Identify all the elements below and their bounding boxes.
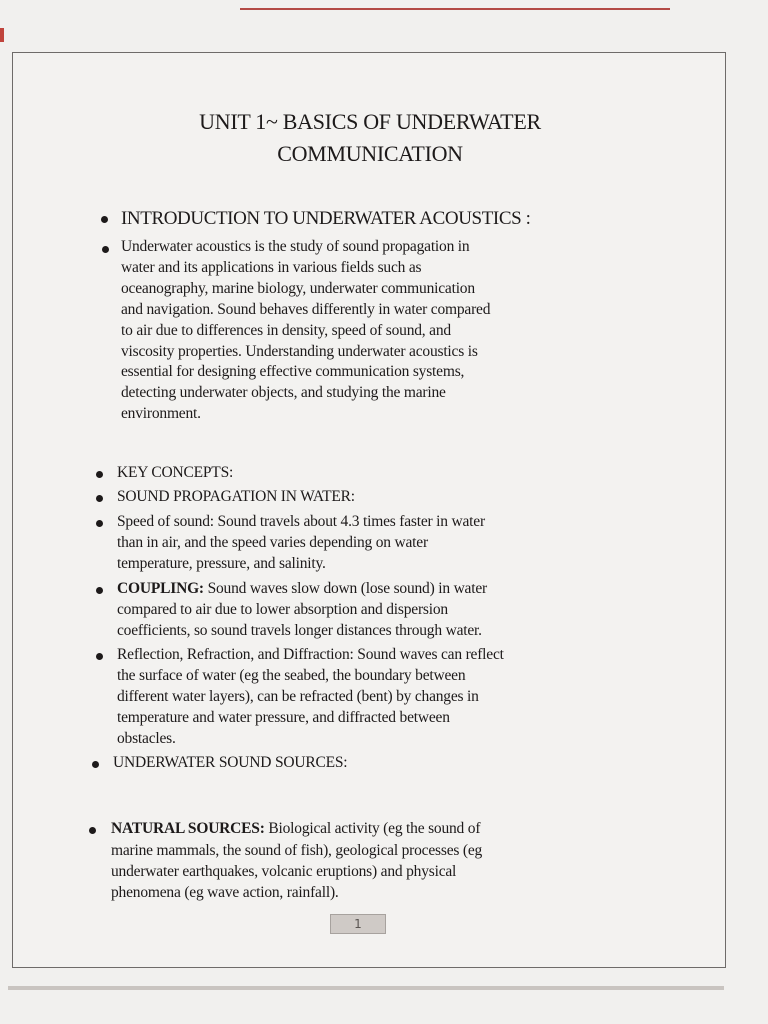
bullet-icon xyxy=(96,520,103,527)
speed-line: Speed of sound: Sound travels about 4.3 times faster in water xyxy=(117,513,485,530)
natural-line: Biological activity (eg the sound of xyxy=(264,820,481,837)
natural-line: phenomena (eg wave action, rainfall). xyxy=(111,884,339,901)
page-title xyxy=(110,106,630,170)
speed-line: temperature, pressure, and salinity. xyxy=(117,555,326,572)
top-decorative-rule xyxy=(240,8,670,10)
title-line-1: UNIT 1~ BASICS OF UNDERWATER xyxy=(199,109,541,134)
page-number: 1 xyxy=(330,914,386,934)
natural-line: underwater earthquakes, volcanic eruptions) and physical xyxy=(111,863,457,880)
bullet-icon xyxy=(101,216,108,223)
coupling-label: COUPLING: xyxy=(117,580,204,597)
natural-line: marine mammals, the sound of fish), geological processes (eg xyxy=(111,842,483,859)
intro-line: water and its applications in various fields such as xyxy=(121,259,422,276)
reflection-line: the surface of water (eg the seabed, the boundary between xyxy=(117,667,466,684)
sound-propagation-heading: SOUND PROPAGATION IN WATER: xyxy=(117,488,355,505)
left-edge-mark xyxy=(0,28,4,42)
bottom-edge-shadow xyxy=(8,986,724,990)
coupling-line: Sound waves slow down (lose sound) in water xyxy=(203,580,487,597)
natural-sources-label: NATURAL SOURCES: xyxy=(111,820,265,837)
title-line-2: COMMUNICATION xyxy=(277,141,463,166)
coupling-first-line xyxy=(117,579,487,600)
bullet-icon xyxy=(96,471,103,478)
intro-line: environment. xyxy=(121,405,201,422)
bullet-icon xyxy=(96,587,103,594)
intro-line: oceanography, marine biology, underwater communication xyxy=(121,280,475,297)
bullet-icon xyxy=(96,495,103,502)
intro-line: viscosity properties. Understanding underwater acoustics is xyxy=(121,343,478,360)
intro-line: essential for designing effective communication systems, xyxy=(121,363,465,380)
bullet-icon xyxy=(89,827,96,834)
coupling-line: coefficients, so sound travels longer distances through water. xyxy=(117,622,482,639)
intro-line: Underwater acoustics is the study of sound propagation in xyxy=(121,238,470,255)
intro-line: and navigation. Sound behaves differently in water compared xyxy=(121,301,491,318)
reflection-line: temperature and water pressure, and diffracted between xyxy=(117,709,450,726)
sound-sources-heading: UNDERWATER SOUND SOURCES: xyxy=(113,754,348,771)
reflection-line: obstacles. xyxy=(117,730,176,747)
intro-line: to air due to differences in density, speed of sound, and xyxy=(121,322,451,339)
reflection-line: different water layers), can be refracted (bent) by changes in xyxy=(117,688,479,705)
bullet-icon xyxy=(96,653,103,660)
key-concepts-heading: KEY CONCEPTS: xyxy=(117,464,234,481)
coupling-line: compared to air due to lower absorption and dispersion xyxy=(117,601,448,618)
bullet-icon xyxy=(92,761,99,768)
bullet-icon xyxy=(102,246,109,253)
speed-line: than in air, and the speed varies depending on water xyxy=(117,534,428,551)
intro-line: detecting underwater objects, and studying the marine xyxy=(121,384,446,401)
natural-first-line xyxy=(111,819,480,840)
reflection-line: Reflection, Refraction, and Diffraction: Sound waves can reflect xyxy=(117,646,504,663)
intro-heading: INTRODUCTION TO UNDERWATER ACOUSTICS : xyxy=(121,208,531,229)
